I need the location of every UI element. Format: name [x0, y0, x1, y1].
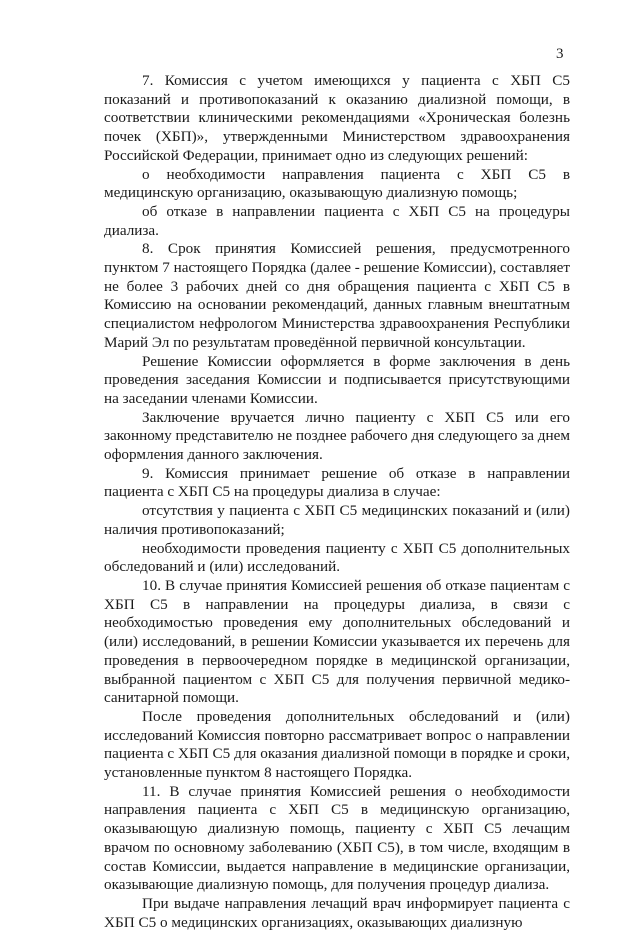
- paragraph-7-option-refuse: об отказе в направлении пациента с ХБП С5 на процедуры диализа.: [104, 202, 570, 239]
- paragraph-8: 8. Срок принятия Комиссией решения, предусмотренного пунктом 7 настоящего Порядка (далее - решение Комиссии), составляет не более 3 рабочих дней со дня обращения пациента с ХБП С5 в Комиссию на основании рекомендаций, данных главным внештатным специалистом нефрологом Министерства здравоохранения Республики Марий Эл по результатам проведённой первичной консультации.: [104, 240, 570, 351]
- paragraph-10: 10. В случае принятия Комиссией решения об отказе пациентам с ХБП С5 в направлении на процедуры диализа, в связи с необходимостью проведения ему дополнительных обследований и (или) исследований, в решении Комиссии указывается их перечень для проведения в первоочередном порядке в медицинской организации, выбранной пациентом с ХБП С5 для получения первичной медико-санитарной помощи.: [104, 576, 570, 707]
- document-body: [104, 72, 570, 932]
- paragraph-10-repeat-review: После проведения дополнительных обследований и (или) исследований Комиссия повторно рассматривает вопрос о направлении пациента с ХБП С5 для оказания диализной помощи в порядке и сроки, установленные пунктом 8 настоящего Порядка.: [104, 707, 570, 782]
- paragraph-8-conclusion-delivery: Заключение вручается лично пациенту с ХБП С5 или его законному представителю не позднее рабочего дня следующего за днем оформления данного заключения.: [104, 408, 570, 464]
- paragraph-8-decision-form: Решение Комиссии оформляется в форме заключения в день проведения заседания Комиссии и подписывается присутствующими на заседании членами Комиссии.: [104, 352, 570, 407]
- paragraph-7-option-direct: о необходимости направления пациента с ХБП С5 в медицинскую организацию, оказывающую диализную помощь;: [104, 165, 570, 202]
- paragraph-11: 11. В случае принятия Комиссией решения о необходимости направления пациента с ХБП С5 в медицинскую организацию, оказывающую диализную помощь, пациенту с ХБП С5 лечащим врачом по основному заболеванию (ХБП С5), в том числе, входящим в состав Комиссии, выдается направление в медицинские организации, оказывающие диализную помощь, для получения процедур диализа.: [104, 782, 570, 894]
- paragraph-11-informing: При выдаче направления лечащий врач информирует пациента с ХБП С5 о медицинских организациях, оказывающих диализную: [104, 894, 570, 931]
- paragraph-9: 9. Комиссия принимает решение об отказе в направлении пациента с ХБП С5 на процедуры диализа в случае:: [104, 464, 570, 501]
- paragraph-9-case-extra-exams: необходимости проведения пациенту с ХБП С5 дополнительных обследований и (или) исследований.: [104, 539, 570, 576]
- page-number: 3: [556, 46, 564, 62]
- paragraph-7: 7. Комиссия с учетом имеющихся у пациента с ХБП С5 показаний и противопоказаний к оказанию диализной помощи, в соответствии клиническими рекомендациями «Хроническая болезнь почек (ХБП)», утвержденными Министерством здравоохранения Российской Федерации, принимает одно из следующих решений:: [104, 72, 570, 164]
- paragraph-9-case-no-indications: отсутствия у пациента с ХБП С5 медицинских показаний и (или) наличия противопоказаний;: [104, 502, 570, 538]
